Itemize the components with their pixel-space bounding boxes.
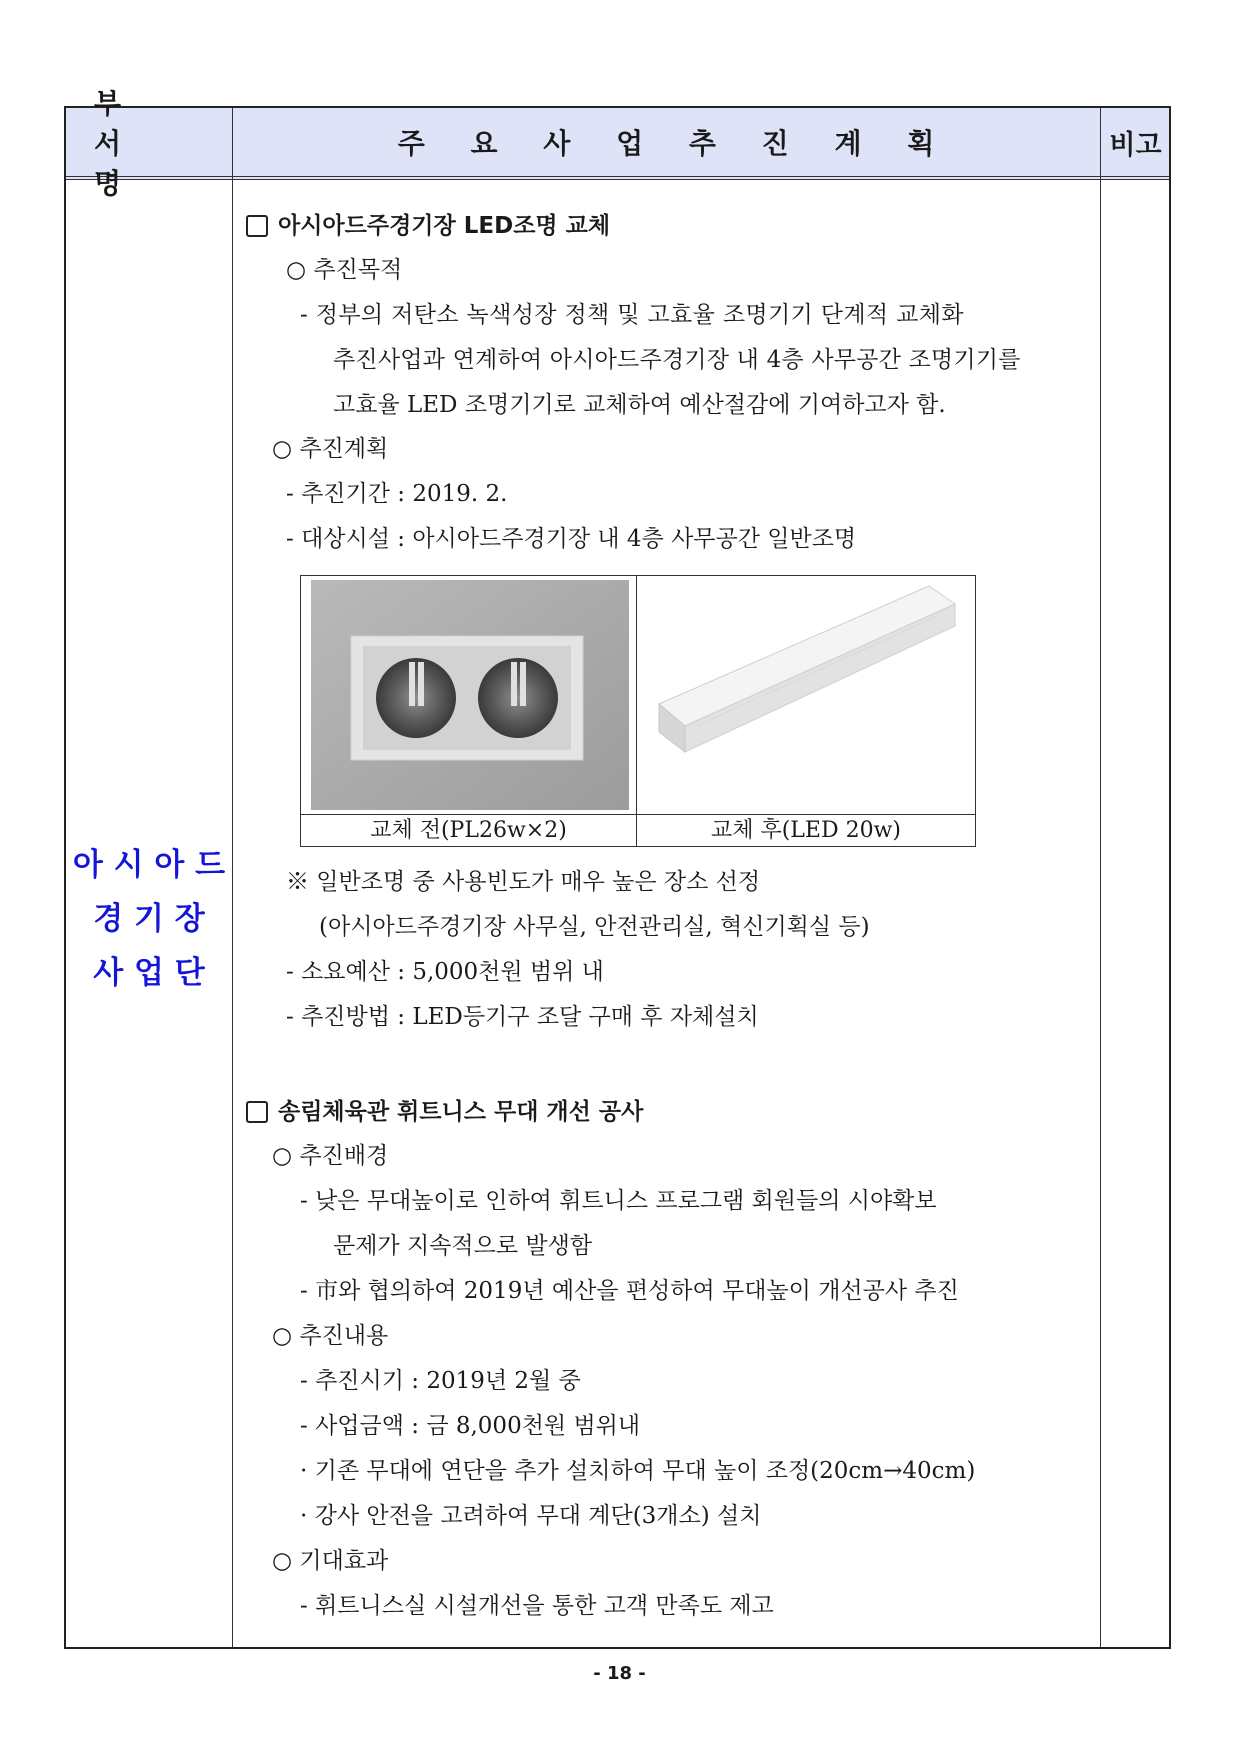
section2-content-line-3: · 기존 무대에 연단을 추가 설치하여 무대 높이 조정(20cm→40cm) xyxy=(300,1458,976,1484)
section1-purpose-line-1: - 정부의 저탄소 녹색성장 정책 및 고효율 조명기기 단계적 교체화 xyxy=(300,302,964,328)
photo-before-caption: 교체 전(PL26w×2) xyxy=(301,815,637,847)
photo-comparison-table xyxy=(300,575,976,847)
section1-title xyxy=(246,211,610,241)
section1-title-text: 아시아드주경기장 LED조명 교체 xyxy=(278,213,611,239)
section1-target: - 대상시설 : 아시아드주경기장 내 4층 사무공간 일반조명 xyxy=(286,526,857,552)
section2-bg-line-2: 문제가 지속적으로 발생함 xyxy=(333,1233,593,1259)
checkbox-square-icon xyxy=(246,1101,268,1123)
section1-plan-head: ○ 추진계획 xyxy=(272,436,389,462)
photo-after-caption: 교체 후(LED 20w) xyxy=(710,818,902,843)
photo-after-cell xyxy=(637,576,975,846)
section1-method: - 추진방법 : LED등기구 조달 구매 후 자체설치 xyxy=(286,1004,759,1030)
section1-purpose-line-2: 추진사업과 연계하여 아시아드주경기장 내 4층 사무공간 조명기기를 xyxy=(333,347,1021,373)
department-line-2: 경 기 장 xyxy=(93,901,205,937)
section2-bg-line-3: - 市와 협의하여 2019년 예산을 편성하여 무대높이 개선공사 추진 xyxy=(300,1278,959,1304)
photo-after-led-fixture xyxy=(637,576,975,814)
checkbox-square-icon xyxy=(246,215,268,237)
section1-purpose-head: ○ 추진목적 xyxy=(286,257,403,283)
page-number: - 18 - xyxy=(593,1663,646,1684)
department-line-3: 사 업 단 xyxy=(93,955,205,991)
section2-effect-head: ○ 기대효과 xyxy=(272,1548,389,1574)
department-line-1: 아 시 아 드 xyxy=(72,847,226,883)
section2-bg-line-1: - 낮은 무대높이로 인하여 휘트니스 프로그램 회원들의 시야확보 xyxy=(300,1188,937,1214)
section1-budget: - 소요예산 : 5,000천원 범위 내 xyxy=(286,959,604,985)
section1-period: - 추진기간 : 2019. 2. xyxy=(286,481,508,507)
photo-before-downlight xyxy=(301,576,635,814)
header-plan: 주 요 사 업 추 진 계 획 xyxy=(397,127,953,160)
section1-purpose-line-3: 고효율 LED 조명기기로 교체하여 예산절감에 기여하고자 함. xyxy=(333,392,946,418)
section1-note-line-2: (아시아드주경기장 사무실, 안전관리실, 혁신기획실 등) xyxy=(319,914,870,940)
section2-bg-head: ○ 추진배경 xyxy=(272,1143,389,1169)
department-name xyxy=(66,838,232,1000)
column-divider-2 xyxy=(1100,108,1101,1647)
section2-effect-line-1: - 휘트니스실 시설개선을 통한 고객 만족도 제고 xyxy=(300,1593,774,1619)
header-note: 비고 xyxy=(1109,129,1162,161)
section2-content-line-2: - 사업금액 : 금 8,000천원 범위내 xyxy=(300,1413,641,1439)
section2-content-head: ○ 추진내용 xyxy=(272,1323,389,1349)
section2-title-text: 송림체육관 휘트니스 무대 개선 공사 xyxy=(278,1099,644,1125)
section2-content-line-4: · 강사 안전을 고려하여 무대 계단(3개소) 설치 xyxy=(300,1503,762,1529)
section1-note-line-1: ※ 일반조명 중 사용빈도가 매우 높은 장소 선정 xyxy=(286,869,761,895)
header-dept: 부 서 명 xyxy=(94,87,152,200)
photo-before-cell xyxy=(301,576,637,846)
section2-content-line-1: - 추진시기 : 2019년 2월 중 xyxy=(300,1368,581,1394)
section2-title xyxy=(246,1097,643,1127)
column-divider-1 xyxy=(232,108,233,1647)
photo-caption-row xyxy=(301,814,975,847)
